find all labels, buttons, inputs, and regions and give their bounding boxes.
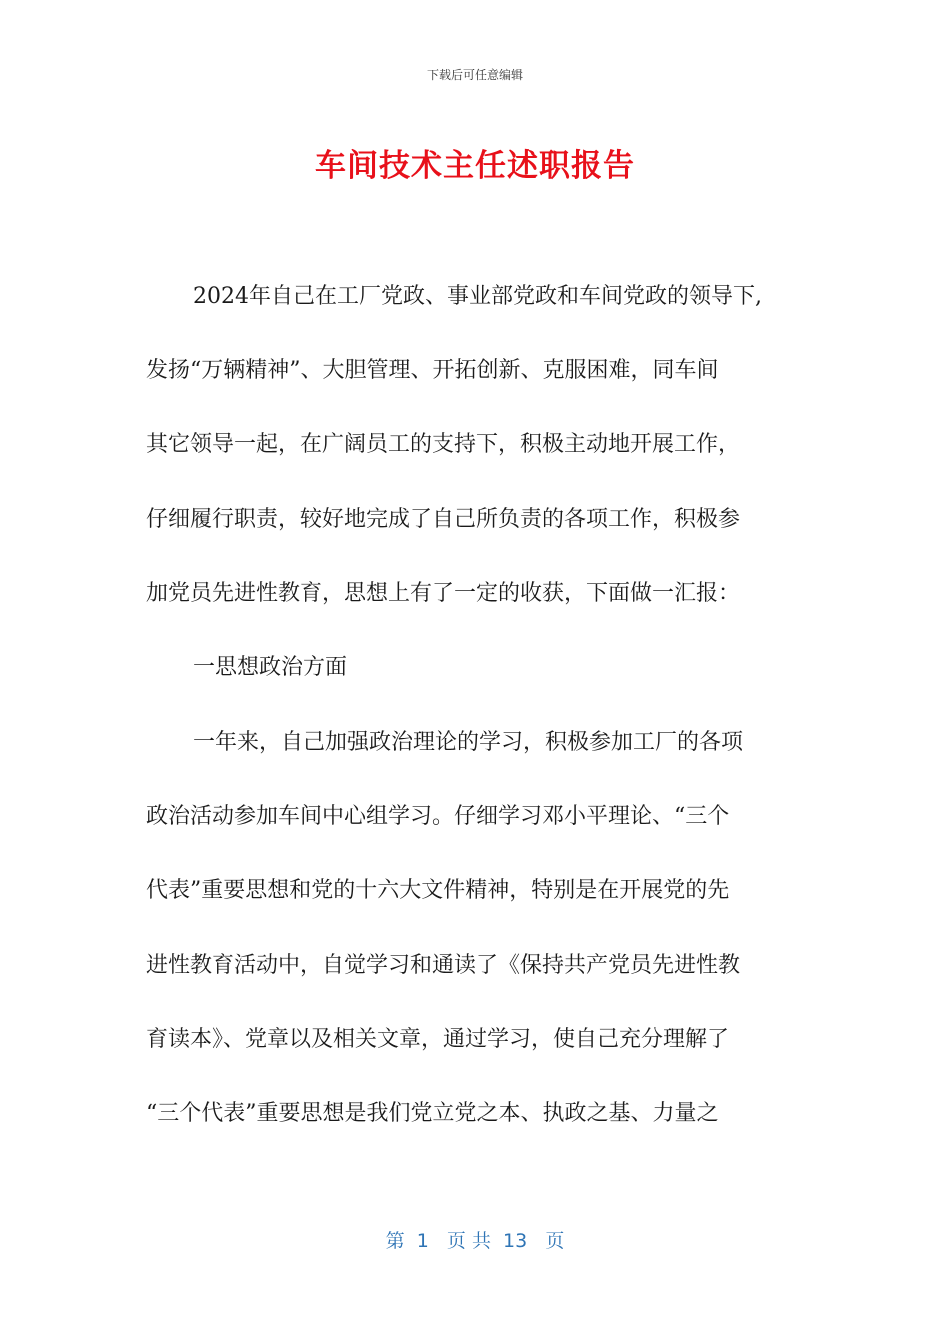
page-header-note: 下载后可任意编辑 (426, 68, 523, 82)
body-line-11: 育读本》、党章以及相关文章，通过学习，使自己充分理解了 (146, 1027, 730, 1052)
body-line-12: “三个代表”重要思想是我们党立党之本、执政之基、力量之 (146, 1101, 719, 1126)
body-line-3: 其它领导一起，在广阔员工的支持下，积极主动地开展工作， (146, 432, 741, 457)
document-title: 车间技术主任述职报告 (315, 148, 635, 184)
body-line-9: 代表”重要思想和党的十六大文件精神，特别是在开展党的先 (146, 878, 730, 903)
body-line-8: 政治活动参加车间中心组学习。仔细学习邓小平理论、“三个 (146, 804, 730, 829)
section-heading: 一思想政治方面 (193, 655, 348, 680)
body-line-10: 进性教育活动中，自觉学习和通读了《保持共产党员先进性教 (146, 953, 741, 978)
body-line-5: 加党员先进性教育，思想上有了一定的收获，下面做一汇报： (146, 581, 741, 606)
body-line-7: 一年来，自己加强政治理论的学习，积极参加工厂的各项 (193, 730, 744, 755)
page-number-footer: 第 1 页 共 13 页 (385, 1230, 565, 1252)
body-line-2: 发扬“万辆精神”、大胆管理、开拓创新、克服困难，同车间 (146, 358, 719, 383)
body-line-4: 仔细履行职责，较好地完成了自己所负责的各项工作，积极参 (146, 507, 741, 532)
body-line-1: 2024年自己在工厂党政、事业部党政和车间党政的领导下, (193, 284, 762, 309)
